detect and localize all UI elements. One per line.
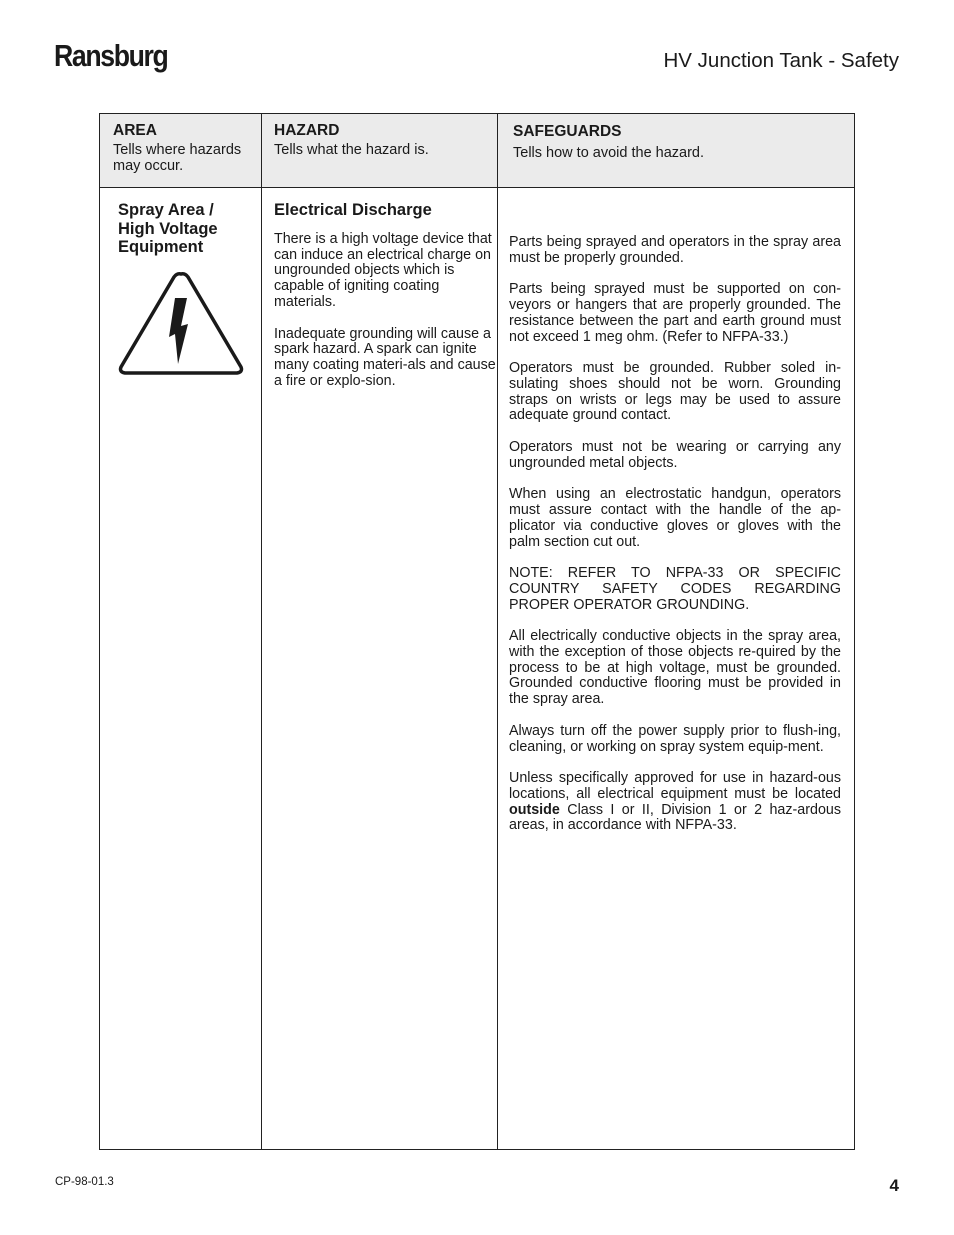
header-safeguards-title: SAFEGUARDS [513, 123, 622, 140]
safeguard-paragraph: Operators must be grounded. Rubber soled in-sulating shoes should not be worn. Grounding straps on wrists or legs may be used to assure adequate ground contact. [509, 360, 841, 424]
column-divider [261, 114, 262, 1149]
safeguard-paragraph: Parts being sprayed and operators in the spray area must be properly grounded. [509, 234, 841, 266]
header-hazard-subtitle: Tells what the hazard is. [274, 142, 429, 158]
safeguard-emphasis: outside [509, 801, 560, 818]
document-code: CP-98-01.3 [55, 1176, 114, 1188]
header-area-title: AREA [113, 122, 157, 139]
safeguard-paragraph: Operators must not be wearing or carrying any ungrounded metal objects. [509, 439, 841, 471]
header-area [113, 122, 255, 174]
header-safeguards-subtitle: Tells how to avoid the hazard. [513, 145, 705, 161]
column-divider [497, 114, 498, 1149]
hazard-paragraph: Inadequate grounding will cause a spark hazard. A spark can ignite many coating materi-als and cause a fire or explo-sion. [274, 325, 496, 389]
safeguard-text: Class I or II, Division 1 or 2 haz-ardous areas, in accordance with NFPA-33. [509, 801, 841, 834]
safeguard-paragraph: Always turn off the power supply prior to flush-ing, cleaning, or working on spray system equip-ment. [509, 722, 841, 755]
header-safeguards [513, 123, 843, 161]
header-hazard [274, 122, 489, 158]
hazard-cell [274, 201, 496, 405]
safeguards-cell [509, 235, 841, 850]
safeguard-paragraph: Parts being sprayed must be supported on con-veyors or hangers that are properly grounded. The resistance between the part and earth ground must not exceed 1 meg ohm. (Refer to NFPA-33.) [509, 281, 841, 345]
document-title: HV Junction Tank - Safety [663, 49, 899, 72]
safeguard-paragraph: When using an electrostatic handgun, operators must assure contact with the handle of the ap-plicator via conductive gloves or gloves with the palm section cut out. [509, 486, 841, 550]
hazard-paragraph: There is a high voltage device that can induce an electrical charge on ungrounded objects which is capable of igniting coating materials. [274, 231, 492, 310]
brand-logo: Ransburg [54, 38, 168, 73]
safeguard-text: Unless specifically approved for use in hazard-ous locations, all electrical equipment must be located [509, 770, 841, 802]
area-label: Spray Area / High Voltage Equipment [118, 201, 218, 256]
safeguard-paragraph-last [509, 771, 841, 834]
header-area-subtitle: Tells where hazards may occur. [113, 142, 242, 174]
high-voltage-warning-icon [117, 268, 245, 376]
page-number: 4 [889, 1176, 899, 1195]
hazard-title: Electrical Discharge [274, 201, 432, 219]
safeguard-paragraph: NOTE: REFER TO NFPA-33 OR SPECIFIC COUNTRY SAFETY CODES REGARDING PROPER OPERATOR GROUNDING. [509, 565, 841, 613]
area-cell [118, 201, 248, 257]
header-hazard-title: HAZARD [274, 122, 340, 139]
safeguard-paragraph: All electrically conductive objects in the spray area, with the exception of those objects re-quired by the process to be at high voltage, must be grounded. Grounded conductive flooring must be provided in the spray area. [509, 628, 841, 708]
